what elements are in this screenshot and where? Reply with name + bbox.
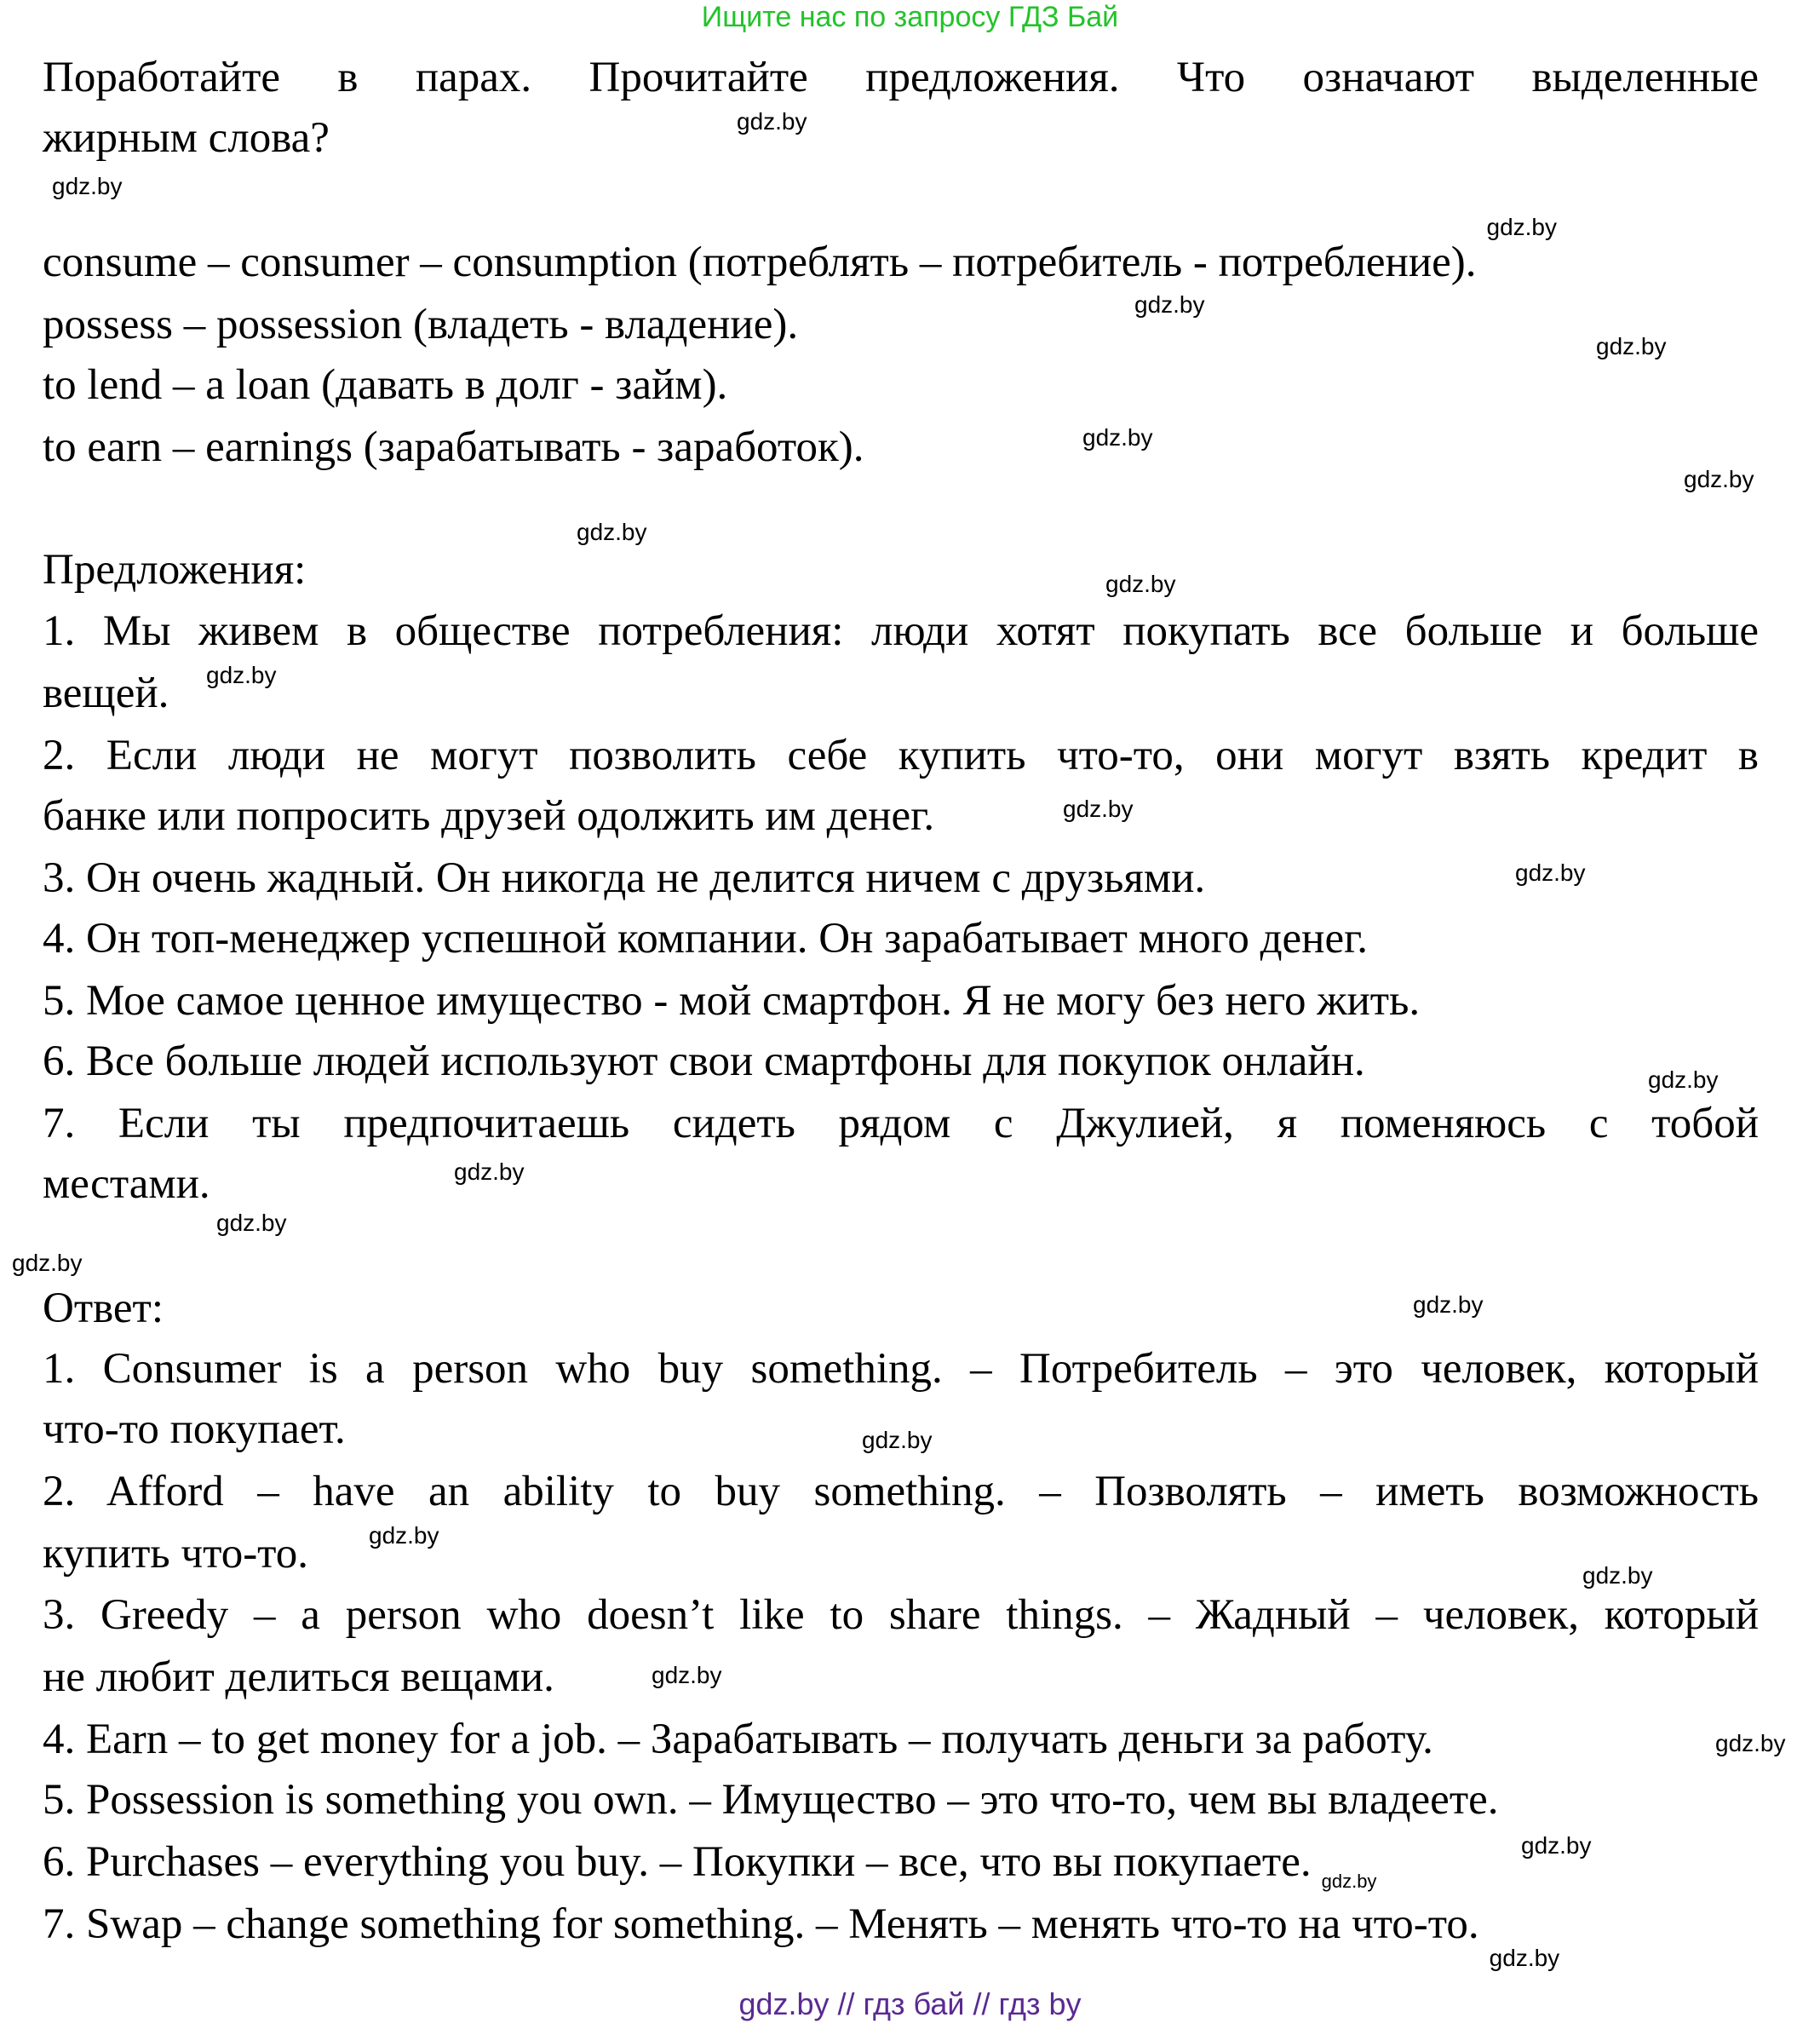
text-line: possess – possession (владеть - владение). (43, 301, 799, 348)
watermark: gdz.by (454, 1158, 525, 1185)
watermark: gdz.by (1715, 1730, 1786, 1756)
watermark: gdz.by (1082, 424, 1153, 451)
text-line: to earn – earnings (зарабатывать - заработок). (43, 423, 864, 471)
text-line: местами. (43, 1160, 210, 1208)
watermark: gdz.by (1321, 1871, 1377, 1892)
watermark: gdz.by (12, 1250, 83, 1276)
watermark: gdz.by (1521, 1832, 1592, 1859)
text-line: не любит делиться вещами. (43, 1653, 554, 1701)
text-line: банке или попросить друзей одолжить им денег. (43, 792, 935, 840)
watermark: gdz.by (206, 662, 277, 688)
text-line: Поработайте в парах. Прочитайте предложения. Что означают выделенные (43, 54, 1759, 101)
watermark: gdz.by (577, 519, 647, 545)
watermark: gdz.by (1515, 859, 1586, 886)
text-line: consume – consumer – consumption (потреблять – потребитель - потребление). (43, 239, 1477, 286)
watermark: gdz.by (1486, 214, 1557, 240)
text-line: 7. Если ты предпочитаешь сидеть рядом с Джулией, я поменяюсь с тобой (43, 1100, 1759, 1147)
text-line: 5. Мое самое ценное имущество - мой смартфон. Я не могу без него жить. (43, 977, 1421, 1025)
footer-links: gdz.by // гдз бай // гдз by (738, 1986, 1082, 2021)
text-line: 6. Все больше людей используют свои смартфоны для покупок онлайн. (43, 1037, 1365, 1085)
text-line: 4. Он топ-менеджер успешной компании. Он зарабатывает много денег. (43, 915, 1369, 963)
text-line: to lend – a loan (давать в долг - займ). (43, 361, 728, 409)
text-line: 4. Earn – to get money for a job. – Зарабатывать – получать деньги за работу. (43, 1716, 1433, 1763)
text-line: жирным слова? (43, 114, 330, 162)
text-line: 2. Afford – have an ability to buy something. – Позволять – иметь возможность (43, 1468, 1759, 1515)
text-line: купить что-то. (43, 1530, 309, 1578)
text-line: 2. Если люди не могут позволить себе купить что-то, они могут взять кредит в (43, 732, 1759, 779)
watermark: gdz.by (1582, 1562, 1653, 1589)
watermark: gdz.by (216, 1210, 287, 1236)
text-line: 5. Possession is something you own. – Имущество – это что-то, чем вы владеете. (43, 1776, 1499, 1824)
watermark: gdz.by (1105, 571, 1176, 597)
watermark: gdz.by (1063, 796, 1134, 822)
watermark: gdz.by (737, 108, 807, 135)
text-line: 7. Swap – change something for something. – Менять – менять что-то на что-то. (43, 1900, 1479, 1948)
text-line: Предложения: (43, 546, 307, 594)
text-line: вещей. (43, 670, 169, 717)
watermark: gdz.by (52, 173, 123, 199)
watermark: gdz.by (369, 1522, 439, 1549)
watermark: gdz.by (1648, 1066, 1719, 1093)
text-line: Ответ: (43, 1285, 164, 1332)
text-line: 3. Он очень жадный. Он никогда не делится ничем с друзьями. (43, 854, 1206, 902)
text-line: 1. Consumer is a person who buy something. – Потребитель – это человек, который (43, 1345, 1759, 1393)
watermark: gdz.by (652, 1662, 722, 1688)
text-line: 6. Purchases – everything you buy. – Покупки – все, что вы покупаете. (43, 1838, 1312, 1886)
watermark: gdz.by (1413, 1291, 1484, 1318)
text-line: что-то покупает. (43, 1405, 346, 1453)
watermark: gdz.by (862, 1427, 933, 1453)
watermark: gdz.by (1134, 291, 1205, 318)
watermark: gdz.by (1489, 1945, 1560, 1971)
search-banner: Ищите нас по запросу ГДЗ Бай (701, 1, 1119, 33)
text-line: 3. Greedy – a person who doesn’t like to share things. – Жадный – человек, который (43, 1591, 1759, 1639)
text-line: 1. Мы живем в обществе потребления: люди хотят покупать все больше и больше (43, 607, 1759, 655)
watermark: gdz.by (1684, 466, 1754, 492)
watermark: gdz.by (1596, 333, 1667, 359)
